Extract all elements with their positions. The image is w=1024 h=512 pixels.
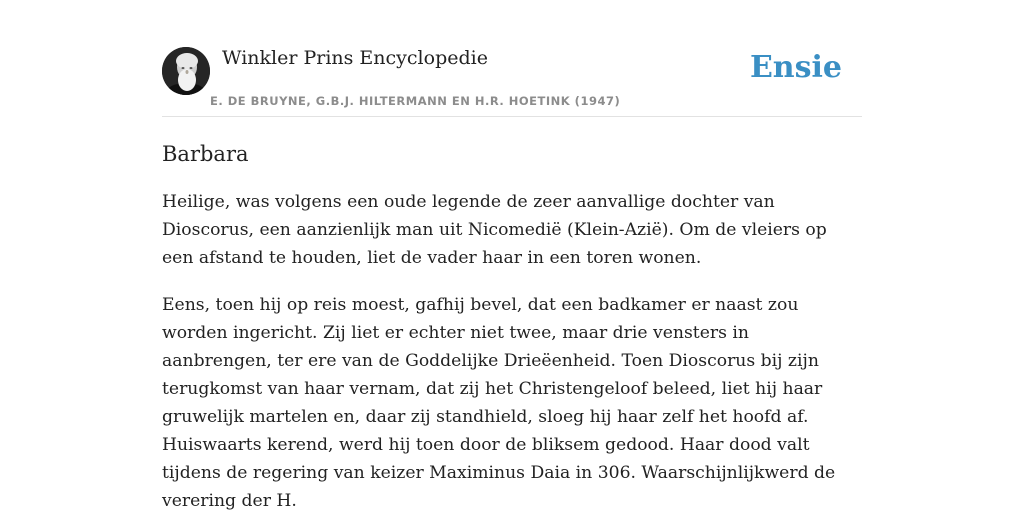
author-avatar: [162, 47, 210, 95]
bearded-man-portrait-icon: [162, 47, 210, 95]
source-title[interactable]: Winkler Prins Encyclopedie: [222, 47, 488, 69]
ensie-logo-link[interactable]: Ensie: [749, 50, 842, 85]
source-header: [162, 44, 862, 117]
article-paragraph: Eens, toen hij op reis moest, gafhij bevel, dat een badkamer er naast zou worden ingericht. Zij liet er echter niet twee, maar drie vensters in aanbrengen, ter ere van de Goddelijke Drieëenheid. Toen Dioscorus bij zijn terugkomst van haar vernam, dat zij het Christengeloof beleed, liet hij haar gruwelijk martelen en, daar zij standhield, sloeg hij haar zelf het hoofd af. Huiswaarts kerend, werd hij toen door de bliksem gedood. Haar dood valt tijdens de regering van keizer Maximinus Daia in 306. Waarschijnlijkwerd de verering der H.: [162, 295, 836, 511]
article-title: Barbara: [162, 142, 249, 166]
article-paragraph: Heilige, was volgens een oude legende de zeer aanvallige dochter van Dioscorus, een aanzienlijk man uit Nicomedië (Klein-Azië). Om de vleiers op een afstand te houden, liet de vader haar in een toren wonen.: [162, 192, 827, 268]
source-authors: E. DE BRUYNE, G.B.J. HILTERMANN EN H.R. HOETINK (1947): [210, 94, 621, 108]
article-content: [162, 138, 862, 512]
